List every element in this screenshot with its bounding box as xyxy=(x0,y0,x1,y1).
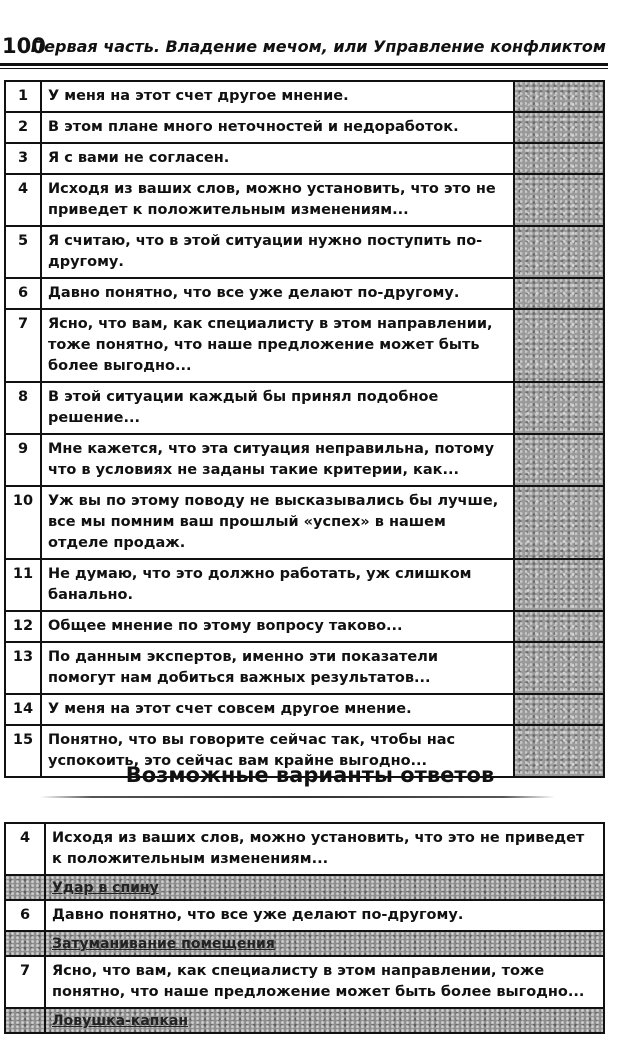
table-row xyxy=(5,642,604,694)
shaded-answer-cell xyxy=(514,559,604,611)
table-row xyxy=(5,434,604,486)
table-row xyxy=(5,226,604,278)
section-divider xyxy=(40,796,555,798)
table-row xyxy=(5,486,604,559)
row-phrase: По данным экспертов, именно эти показатели помогут нам добиться важных результатов... xyxy=(41,642,514,694)
table-row xyxy=(5,309,604,382)
row-number: 7 xyxy=(5,309,41,382)
answer-label-row xyxy=(5,875,604,900)
shaded-answer-cell xyxy=(514,309,604,382)
answers-table xyxy=(4,822,605,1034)
table-row xyxy=(5,174,604,226)
row-phrase: Исходя из ваших слов, можно установить, что это не приведет к положительным изменениям... xyxy=(41,174,514,226)
row-phrase: Ясно, что вам, как специалисту в этом направлении, тоже понятно, что наше предложение может быть более выгодно... xyxy=(41,309,514,382)
answer-phrase: Ясно, что вам, как специалисту в этом направлении, тоже понятно, что наше предложение может быть более выгодно... xyxy=(45,956,604,1008)
table-row xyxy=(5,694,604,725)
section-title: Возможные варианты ответов xyxy=(125,763,495,787)
shaded-answer-cell xyxy=(514,81,604,112)
shaded-answer-cell xyxy=(514,174,604,226)
shaded-answer-cell xyxy=(514,611,604,642)
answer-row xyxy=(5,900,604,931)
answer-phrase: Давно понятно, что все уже делают по-другому. xyxy=(45,900,604,931)
row-phrase: Мне кажется, что эта ситуация неправильна, потому что в условиях не заданы такие критерии, как... xyxy=(41,434,514,486)
header-rule xyxy=(0,63,608,66)
row-number: 5 xyxy=(5,226,41,278)
row-phrase: Не думаю, что это должно работать, уж слишком банально. xyxy=(41,559,514,611)
row-number: 9 xyxy=(5,434,41,486)
shaded-answer-cell xyxy=(514,278,604,309)
row-phrase: Давно понятно, что все уже делают по-другому. xyxy=(41,278,514,309)
label-spacer xyxy=(5,1008,45,1033)
answer-label: Ловушка-капкан xyxy=(45,1008,604,1033)
table-row xyxy=(5,81,604,112)
table-row xyxy=(5,611,604,642)
row-number: 1 xyxy=(5,81,41,112)
row-phrase: Я считаю, что в этой ситуации нужно поступить по-другому. xyxy=(41,226,514,278)
table-row xyxy=(5,278,604,309)
shaded-answer-cell xyxy=(514,143,604,174)
shaded-answer-cell xyxy=(514,112,604,143)
row-number: 12 xyxy=(5,611,41,642)
table-row xyxy=(5,559,604,611)
row-number: 2 xyxy=(5,112,41,143)
answer-label: Затуманивание помещения xyxy=(45,931,604,956)
table-row xyxy=(5,112,604,143)
row-number: 11 xyxy=(5,559,41,611)
shaded-answer-cell xyxy=(514,486,604,559)
answer-label-row xyxy=(5,931,604,956)
page-number: 100 xyxy=(2,34,46,58)
row-number: 8 xyxy=(5,382,41,434)
phrases-table xyxy=(4,80,605,778)
row-number: 13 xyxy=(5,642,41,694)
table-row xyxy=(5,382,604,434)
answer-number: 6 xyxy=(5,900,45,931)
row-phrase: Общее мнение по этому вопросу таково... xyxy=(41,611,514,642)
answer-row xyxy=(5,823,604,875)
label-spacer xyxy=(5,875,45,900)
shaded-answer-cell xyxy=(514,226,604,278)
answer-label-row xyxy=(5,1008,604,1033)
row-phrase: У меня на этот счет совсем другое мнение. xyxy=(41,694,514,725)
row-number: 14 xyxy=(5,694,41,725)
running-title: Первая часть. Владение мечом, или Управление конфликтом xyxy=(30,37,606,56)
shaded-answer-cell xyxy=(514,642,604,694)
row-number: 4 xyxy=(5,174,41,226)
answer-row xyxy=(5,956,604,1008)
row-number: 10 xyxy=(5,486,41,559)
row-phrase: Понятно, что вы говорите сейчас так, чтобы нас успокоить, это сейчас вам крайне выгодно... xyxy=(41,725,514,777)
row-number: 6 xyxy=(5,278,41,309)
shaded-answer-cell xyxy=(514,382,604,434)
header-rule-thin xyxy=(0,68,608,69)
table-row xyxy=(5,143,604,174)
row-phrase: В этой ситуации каждый бы принял подобное решение... xyxy=(41,382,514,434)
row-number: 15 xyxy=(5,725,41,777)
row-phrase: Уж вы по этому поводу не высказывались бы лучше, все мы помним ваш прошлый «успех» в нашем отделе продаж. xyxy=(41,486,514,559)
answer-phrase: Исходя из ваших слов, можно установить, что это не приведет к положительным изменениям... xyxy=(45,823,604,875)
label-spacer xyxy=(5,931,45,956)
row-phrase: У меня на этот счет другое мнение. xyxy=(41,81,514,112)
row-number: 3 xyxy=(5,143,41,174)
answer-label: Удар в спину xyxy=(45,875,604,900)
answer-number: 4 xyxy=(5,823,45,875)
shaded-answer-cell xyxy=(514,694,604,725)
answer-number: 7 xyxy=(5,956,45,1008)
page-header xyxy=(0,26,608,60)
shaded-answer-cell xyxy=(514,434,604,486)
row-phrase: В этом плане много неточностей и недоработок. xyxy=(41,112,514,143)
row-phrase: Я с вами не согласен. xyxy=(41,143,514,174)
